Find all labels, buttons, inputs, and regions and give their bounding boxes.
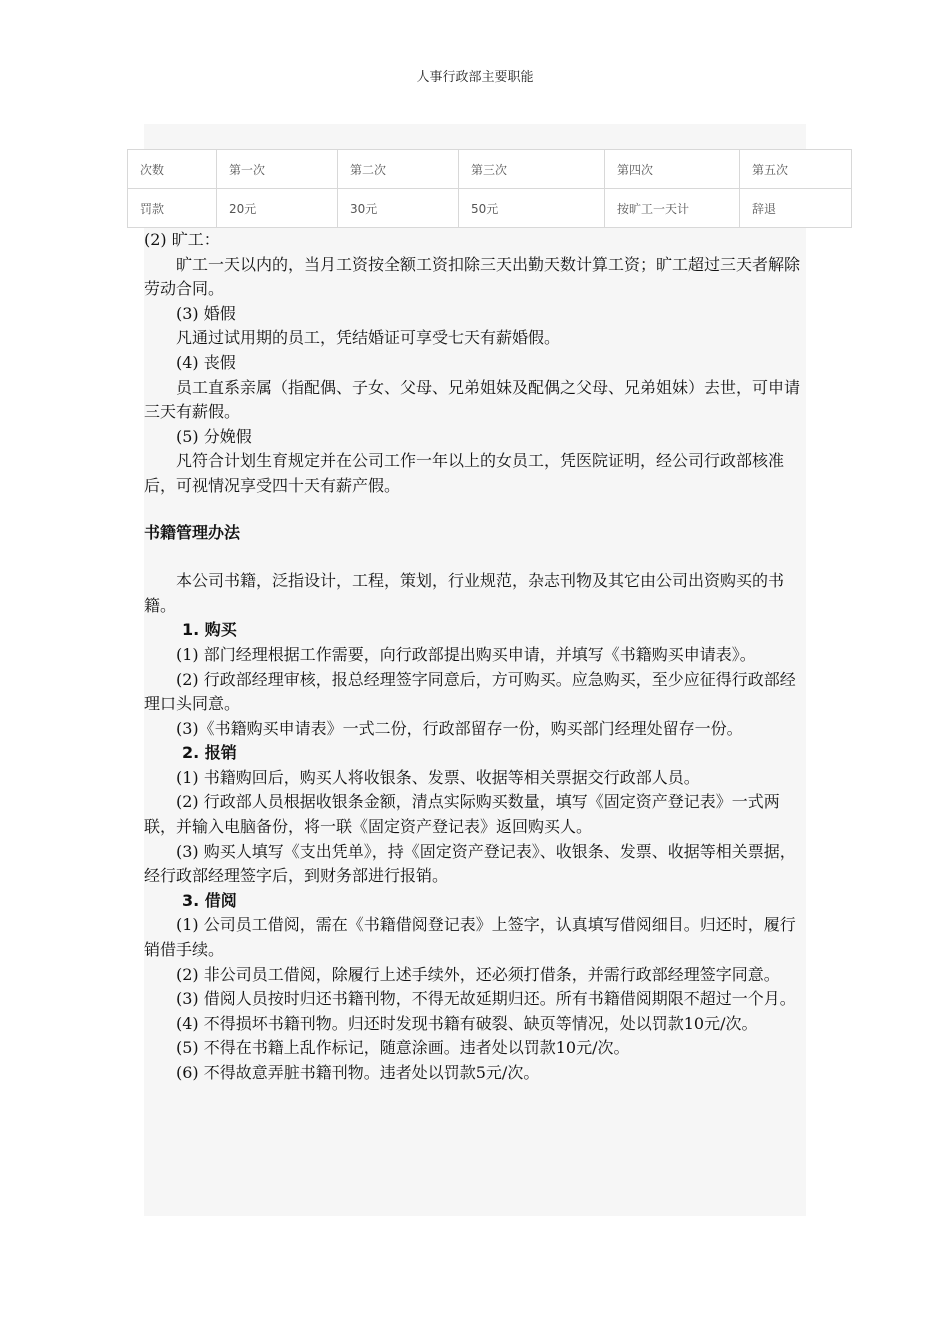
leave-item-absence: (2) 旷工： bbox=[144, 230, 220, 249]
paragraph: 员工直系亲属（指配偶、子女、父母、兄弟姐妹及配偶之父母、兄弟姐妹）去世，可申请三天有薪假。 bbox=[144, 377, 801, 422]
paragraph: (6) 不得故意弄脏书籍刊物。违者处以罚款5元/次。 bbox=[176, 1063, 540, 1082]
section-title: 书籍管理办法 bbox=[144, 522, 241, 542]
penalty-table bbox=[127, 149, 852, 228]
table-cell: 按旷工一天计 bbox=[605, 189, 740, 228]
table-cell: 50元 bbox=[459, 189, 605, 228]
paragraph: (2) 行政部经理审核，报总经理签字同意后，方可购买。应急购买，至少应征得行政部经理口头同意。 bbox=[144, 669, 796, 714]
paragraph: (2) 非公司员工借阅，除履行上述手续外，还必须打借条，并需行政部经理签字同意。 bbox=[176, 964, 780, 984]
table-cell: 第一次 bbox=[217, 150, 338, 189]
table-row bbox=[128, 150, 852, 189]
table-cell: 第五次 bbox=[740, 150, 852, 189]
table-cell: 辞退 bbox=[740, 189, 852, 228]
table-cell: 罚款 bbox=[128, 189, 217, 228]
paragraph: (3)《书籍购买申请表》一式二份，行政部留存一份，购买部门经理处留存一份。 bbox=[176, 718, 743, 738]
paragraph: (5) 不得在书籍上乱作标记，随意涂画。违者处以罚款10元/次。 bbox=[176, 1038, 630, 1058]
table-row bbox=[128, 189, 852, 228]
subsection-heading: 2. 报销 bbox=[182, 743, 237, 763]
leave-item-bereavement: (4) 丧假 bbox=[176, 352, 236, 372]
paragraph: (3) 购买人填写《支出凭单》，持《固定资产登记表》、收银条、发票、收据等相关票据，经行政部经理签字后，到财务部进行报销。 bbox=[144, 841, 796, 886]
paragraph: (2) 行政部人员根据收银条金额，清点实际购买数量，填写《固定资产登记表》一式两联，并输入电脑备份，将一联《固定资产登记表》返回购买人。 bbox=[144, 792, 780, 837]
paragraph: (1) 公司员工借阅，需在《书籍借阅登记表》上签字，认真填写借阅细目。归还时，履行销借手续。 bbox=[144, 915, 796, 960]
table-cell: 30元 bbox=[338, 189, 459, 228]
paragraph: (4) 不得损坏书籍刊物。归还时发现书籍有破裂、缺页等情况，处以罚款10元/次。 bbox=[176, 1013, 758, 1033]
leave-item-maternity: (5) 分娩假 bbox=[176, 426, 252, 446]
table-cell: 第二次 bbox=[338, 150, 459, 189]
table-cell: 次数 bbox=[128, 150, 217, 189]
paragraph: (1) 书籍购回后，购买人将收银条、发票、收据等相关票据交行政部人员。 bbox=[176, 767, 700, 787]
document-body bbox=[144, 228, 806, 1086]
subsection-heading: 3. 借阅 bbox=[182, 890, 237, 910]
subsection-heading: 1. 购买 bbox=[182, 620, 237, 640]
table-cell: 第三次 bbox=[459, 150, 605, 189]
paragraph: (1) 部门经理根据工作需要，向行政部提出购买申请，并填写《书籍购买申请表》。 bbox=[176, 644, 756, 664]
table-cell: 20元 bbox=[217, 189, 338, 228]
page-header: 人事行政部主要职能 bbox=[416, 70, 534, 85]
leave-item-marriage: (3) 婚假 bbox=[176, 303, 236, 323]
paragraph: 凡通过试用期的员工，凭结婚证可享受七天有薪婚假。 bbox=[176, 328, 561, 348]
paragraph: 本公司书籍，泛指设计，工程，策划，行业规范，杂志刊物及其它由公司出资购买的书籍。 bbox=[144, 571, 785, 615]
paragraph: 旷工一天以内的，当月工资按全额工资扣除三天出勤天数计算工资；旷工超过三天者解除劳动合同。 bbox=[144, 254, 801, 299]
table-cell: 第四次 bbox=[605, 150, 740, 189]
paragraph: 凡符合计划生育规定并在公司工作一年以上的女员工，凭医院证明，经公司行政部核准后，可视情况享受四十天有薪产假。 bbox=[144, 451, 785, 495]
paragraph: (3) 借阅人员按时归还书籍刊物，不得无故延期归还。所有书籍借阅期限不超过一个月。 bbox=[176, 989, 796, 1009]
